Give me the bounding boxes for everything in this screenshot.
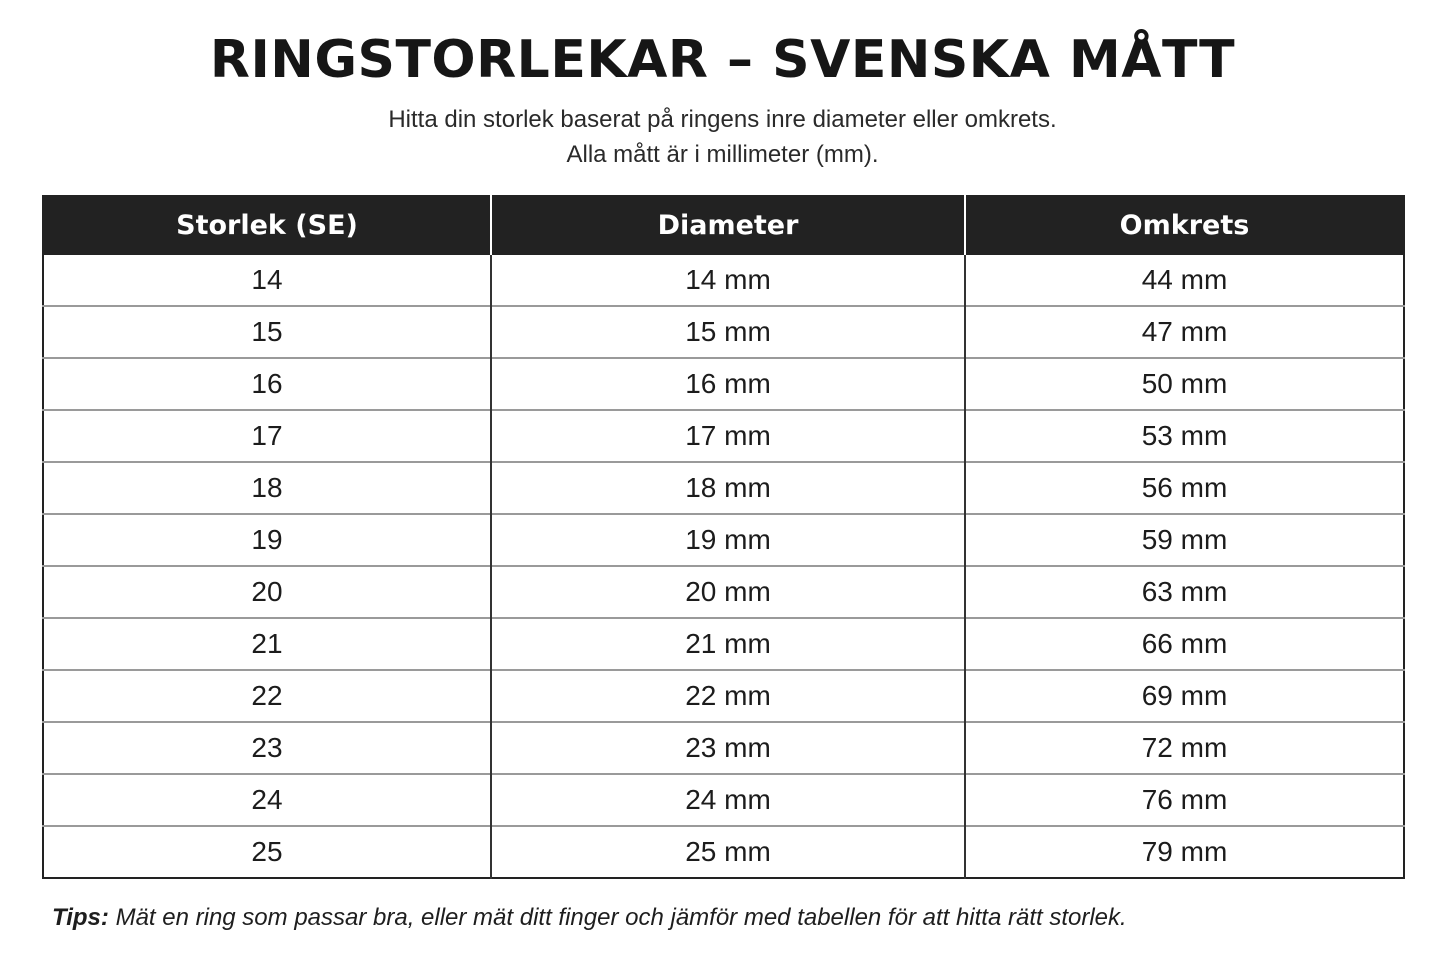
cell-circumference: 59 mm <box>965 514 1404 566</box>
table-row <box>43 670 1404 722</box>
tip-label: Tips: <box>52 904 109 931</box>
cell-size: 23 <box>43 722 491 774</box>
cell-circumference: 47 mm <box>965 306 1404 358</box>
cell-size: 25 <box>43 826 491 878</box>
cell-circumference: 44 mm <box>965 254 1404 306</box>
table-row <box>43 618 1404 670</box>
table-row <box>43 254 1404 306</box>
tip-note <box>52 900 1412 936</box>
cell-circumference: 56 mm <box>965 462 1404 514</box>
cell-diameter: 24 mm <box>491 774 965 826</box>
cell-size: 20 <box>43 566 491 618</box>
cell-diameter: 14 mm <box>491 254 965 306</box>
subtitle-line: Alla mått är i millimeter (mm). <box>566 141 879 168</box>
table-row <box>43 410 1404 462</box>
table-row <box>43 566 1404 618</box>
page-subtitle <box>0 102 1445 172</box>
column-header-size: Storlek (SE) <box>43 196 491 254</box>
column-header-circumference: Omkrets <box>965 196 1404 254</box>
cell-circumference: 76 mm <box>965 774 1404 826</box>
table-row <box>43 774 1404 826</box>
cell-diameter: 16 mm <box>491 358 965 410</box>
ring-size-table <box>42 195 1405 879</box>
cell-circumference: 72 mm <box>965 722 1404 774</box>
cell-size: 24 <box>43 774 491 826</box>
cell-diameter: 15 mm <box>491 306 965 358</box>
cell-size: 22 <box>43 670 491 722</box>
cell-diameter: 18 mm <box>491 462 965 514</box>
cell-diameter: 21 mm <box>491 618 965 670</box>
table-row <box>43 826 1404 878</box>
cell-diameter: 25 mm <box>491 826 965 878</box>
page-title: RINGSTORLEKAR – SVENSKA MÅTT <box>209 30 1236 90</box>
cell-diameter: 23 mm <box>491 722 965 774</box>
table-row <box>43 306 1404 358</box>
table-row <box>43 514 1404 566</box>
table-body <box>43 254 1404 878</box>
cell-diameter: 20 mm <box>491 566 965 618</box>
tip-text: Mät en ring som passar bra, eller mät ditt finger och jämför med tabellen för att hitta rätt storlek. <box>115 904 1127 931</box>
cell-circumference: 69 mm <box>965 670 1404 722</box>
cell-size: 17 <box>43 410 491 462</box>
table-row <box>43 358 1404 410</box>
cell-size: 14 <box>43 254 491 306</box>
cell-size: 18 <box>43 462 491 514</box>
cell-circumference: 66 mm <box>965 618 1404 670</box>
subtitle-line: Hitta din storlek baserat på ringens inre diameter eller omkrets. <box>388 106 1057 133</box>
table-header-row <box>43 196 1404 254</box>
table-row <box>43 462 1404 514</box>
cell-size: 19 <box>43 514 491 566</box>
cell-size: 21 <box>43 618 491 670</box>
cell-size: 15 <box>43 306 491 358</box>
cell-circumference: 50 mm <box>965 358 1404 410</box>
cell-circumference: 79 mm <box>965 826 1404 878</box>
table-row <box>43 722 1404 774</box>
cell-size: 16 <box>43 358 491 410</box>
column-header-diameter: Diameter <box>491 196 965 254</box>
cell-diameter: 17 mm <box>491 410 965 462</box>
cell-diameter: 19 mm <box>491 514 965 566</box>
cell-circumference: 53 mm <box>965 410 1404 462</box>
cell-circumference: 63 mm <box>965 566 1404 618</box>
cell-diameter: 22 mm <box>491 670 965 722</box>
